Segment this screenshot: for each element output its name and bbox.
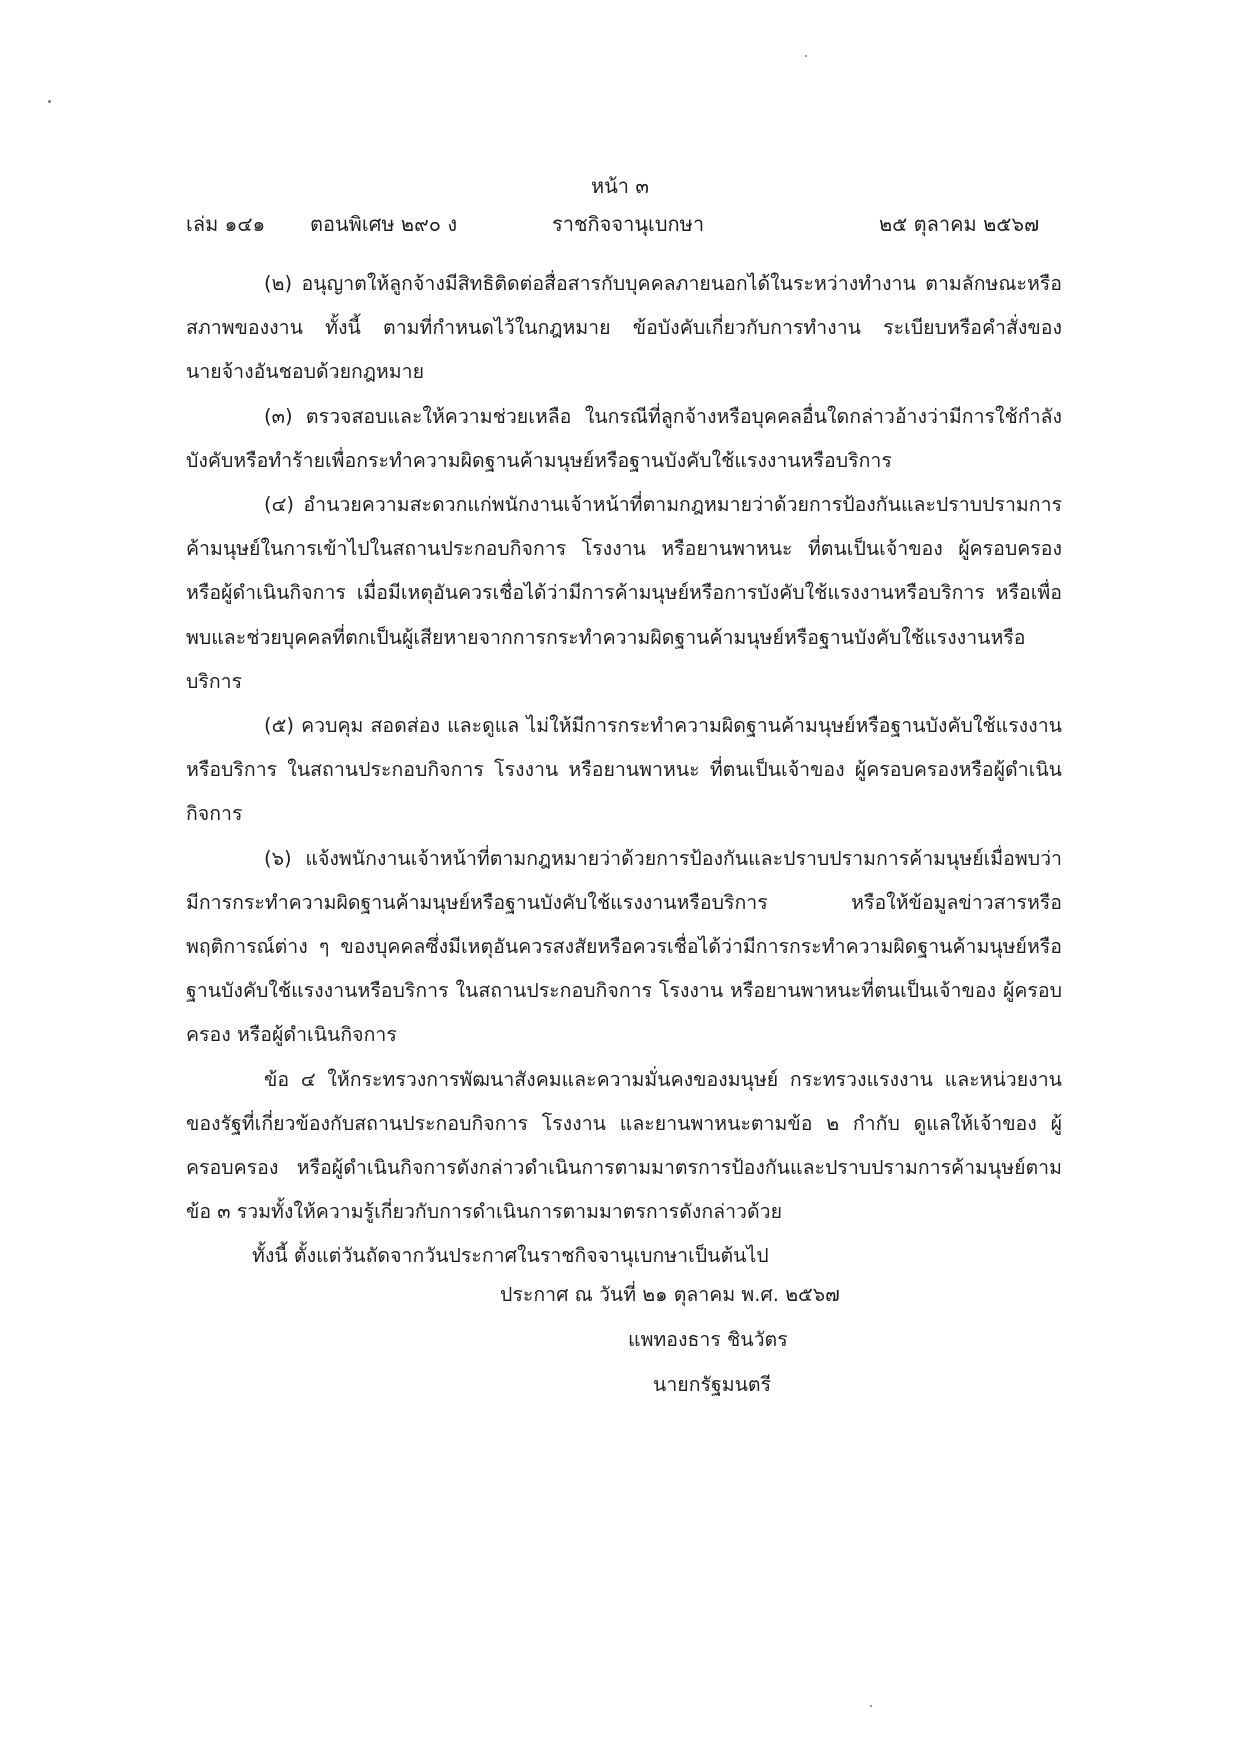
signatory-name: แพทองธาร ชินวัตร [628,1328,788,1351]
volume-label: เล่ม ๑๔๑ [186,212,266,236]
gazette-header [186,208,1066,238]
publication-name: ราชกิจจานุเบกษา [552,212,705,236]
paragraph-effective-date: ทั้งนี้ ตั้งแต่วันถัดจากวันประกาศในราชกิจจานุเบกษาเป็นต้นไป [252,1244,769,1268]
paragraph-clause-6: (๖) แจ้งพนักงานเจ้าหน้าที่ตามกฎหมายว่าด้วยการป้องกันและปราบปรามการค้ามนุษย์เมื่อพบว่ามีการกระทำความผิดฐานค้ามนุษย์หรือฐานบังคับใช้แรงงานหรือบริการ หรือให้ข้อมูลข่าวสารหรือพฤติการณ์ต่าง ๆ ของบุคคลซึ่งมีเหตุอันควรสงสัยหรือควรเชื่อได้ว่ามีการกระทำความผิดฐานค้ามนุษย์หรือฐานบังคับใช้แรงงานหรือบริการ ในสถานประกอบกิจการ โรงงาน หรือยานพาหนะที่ตนเป็นเจ้าของ ผู้ครอบครอง หรือผู้ดำเนินกิจการ [186,846,1062,1047]
paragraph-article-4: ข้อ ๔ ให้กระทรวงการพัฒนาสังคมและความมั่นคงของมนุษย์ กระทรวงแรงงาน และหน่วยงานของรัฐที่เกี่ยวข้องกับสถานประกอบกิจการ โรงงาน และยานพาหนะตามข้อ ๒ กำกับ ดูแลให้เจ้าของ ผู้ครอบครอง หรือผู้ดำเนินกิจการดังกล่าวดำเนินการตามมาตรการป้องกันและปราบปรามการค้ามนุษย์ตามข้อ ๓ รวมทั้งให้ความรู้เกี่ยวกับการดำเนินการตามมาตรการดังกล่าวด้วย [186,1067,1062,1224]
signature-block [500,1272,1000,1407]
announcement-date: ประกาศ ณ วันที่ ๒๑ ตุลาคม พ.ศ. ๒๕๖๗ [500,1283,840,1306]
publication-date: ๒๕ ตุลาคม ๒๕๖๗ [879,212,1040,236]
scan-speck [48,100,51,103]
paragraph-clause-4: (๔) อำนวยความสะดวกแก่พนักงานเจ้าหน้าที่ตามกฎหมายว่าด้วยการป้องกันและปราบปรามการค้ามนุษย์ในการเข้าไปในสถานประกอบกิจการ โรงงาน หรือยานพาหนะ ที่ตนเป็นเจ้าของ ผู้ครอบครอง หรือผู้ดำเนินกิจการ เมื่อมีเหตุอันควรเชื่อได้ว่ามีการค้ามนุษย์หรือการบังคับใช้แรงงานหรือบริการ หรือเพื่อพบและช่วยบุคคลที่ตกเป็นผู้เสียหายจากการกระทำความผิดฐานค้ามนุษย์หรือฐานบังคับใช้แรงงานหรือบริการ [186,493,1062,693]
paragraph-clause-3: (๓) ตรวจสอบและให้ความช่วยเหลือ ในกรณีที่ลูกจ้างหรือบุคคลอื่นใดกล่าวอ้างว่ามีการใช้กำลังบังคับหรือทำร้ายเพื่อกระทำความผิดฐานค้ามนุษย์หรือฐานบังคับใช้แรงงานหรือบริการ [186,404,1062,472]
document-body [186,262,1062,1279]
paragraph-clause-5: (๕) ควบคุม สอดส่อง และดูแล ไม่ให้มีการกระทำความผิดฐานค้ามนุษย์หรือฐานบังคับใช้แรงงานหรือบริการ ในสถานประกอบกิจการ โรงงาน หรือยานพาหนะ ที่ตนเป็นเจ้าของ ผู้ครอบครองหรือผู้ดำเนินกิจการ [186,714,1062,826]
issue-label: ตอนพิเศษ ๒๙๐ ง [310,212,458,236]
signatory-title: นายกรัฐมนตรี [653,1373,772,1396]
scan-speck [870,1705,872,1707]
scan-speck [805,55,807,57]
page-number: หน้า ๓ [590,174,650,198]
paragraph-clause-2: (๒) อนุญาตให้ลูกจ้างมีสิทธิติดต่อสื่อสารกับบุคคลภายนอกได้ในระหว่างทำงาน ตามลักษณะหรือสภาพของงาน ทั้งนี้ ตามที่กำหนดไว้ในกฎหมาย ข้อบังคับเกี่ยวกับการทำงาน ระเบียบหรือคำสั่งของนายจ้างอันชอบด้วยกฎหมาย [186,272,1062,384]
